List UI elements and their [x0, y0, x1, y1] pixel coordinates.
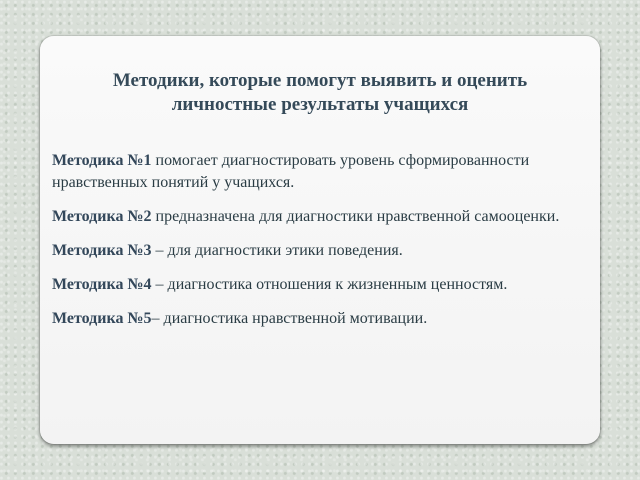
method-item-4 — [52, 274, 592, 296]
method-item-2 — [52, 206, 592, 228]
method-item-4-text: – диагностика отношения к жизненным ценностям. — [151, 276, 508, 293]
method-item-5-text: – диагностика нравственной мотивации. — [151, 310, 428, 327]
method-item-2-text: предназначена для диагностики нравственной самооценки. — [151, 208, 560, 225]
method-item-5 — [52, 308, 592, 330]
method-item-1 — [52, 150, 592, 194]
method-item-3 — [52, 240, 592, 262]
method-item-1-text: помогает диагностировать уровень сформированности нравственных понятий у учащихся. — [52, 152, 530, 191]
method-item-3-text: – для диагностики этики поведения. — [151, 242, 403, 259]
method-list — [52, 150, 592, 330]
method-item-3-head: Методика №3 — [52, 242, 152, 259]
slide-card — [40, 36, 600, 444]
method-item-4-head: Методика №4 — [52, 276, 152, 293]
slide-title: Методики, которые помогут выявить и оценить личностные результаты учащихся — [112, 70, 528, 115]
method-item-5-head: Методика №5 — [52, 310, 152, 327]
method-item-1-head: Методика №1 — [52, 152, 152, 169]
method-item-2-head: Методика №2 — [52, 208, 152, 225]
